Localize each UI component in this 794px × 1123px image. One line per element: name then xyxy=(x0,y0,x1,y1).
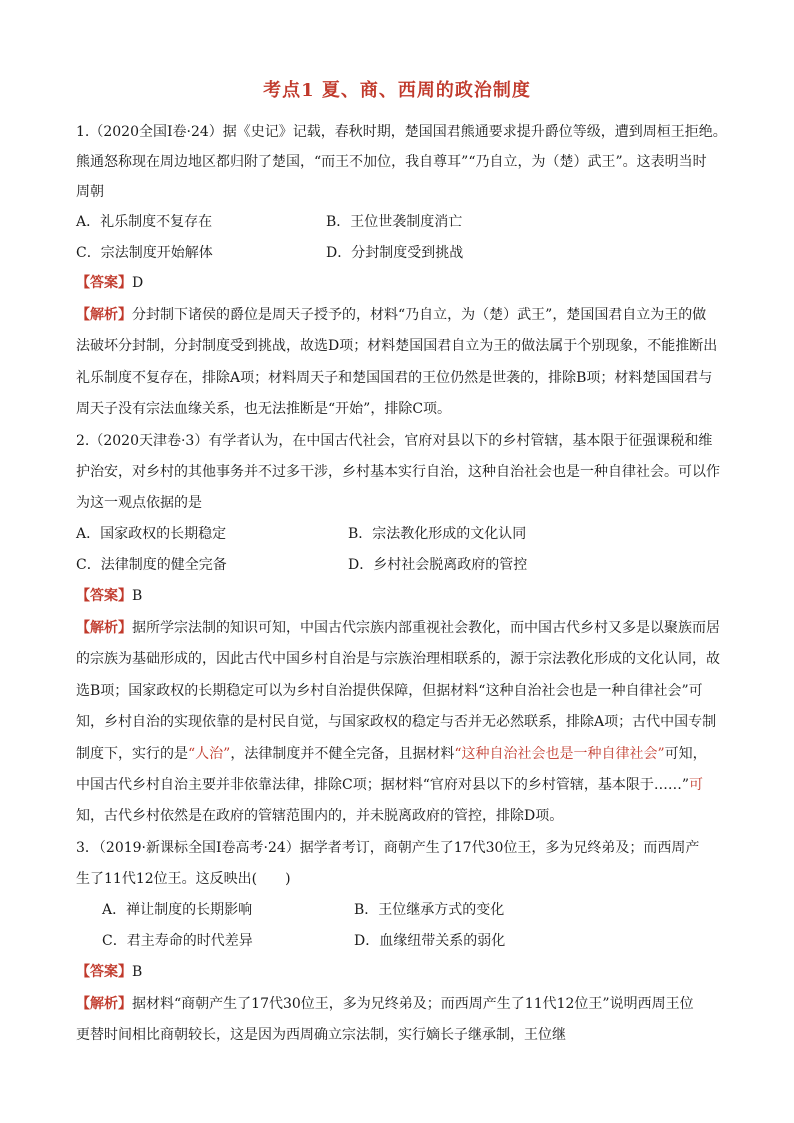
q3-answer xyxy=(76,962,736,982)
q2-analysis-line: 知，乡村自治的实现依靠的是村民自觉，与国家政权的稳定与否并无必然联系，排除A项；古代中国专制 xyxy=(76,714,717,730)
q2-analysis-line xyxy=(76,775,736,795)
q1-option-b: B．王位世袭制度消亡 xyxy=(326,214,463,230)
analysis-text: 据所学宗法制的知识可知，中国古代宗族内部重视社会教化，而中国古代乡村又多是以聚族而居 xyxy=(132,620,720,636)
page-title: 考点1 夏、商、西周的政治制度 xyxy=(263,80,531,101)
analysis-quote-red: “人治” xyxy=(188,746,231,762)
q1-analysis-line: 法破坏分封制，分封制度受到挑战，故选D项；材料楚国国君自立为王的做法属于个别现象，不能推断出 xyxy=(76,338,718,354)
q1-option-d: D．分封制度受到挑战 xyxy=(326,245,464,261)
q3-option-b: B．王位继承方式的变化 xyxy=(354,902,505,918)
analysis-text: 中国古代乡村自治主要并非依靠法律，排除C项；据材料“官府对县以下的乡村管辖，基本限于……” xyxy=(76,777,690,793)
q3-analysis-line xyxy=(76,994,736,1014)
analysis-text-red: 可 xyxy=(689,777,704,793)
q1-analysis-line: 周天子没有宗法血缘关系，也无法推断是“开始”，排除C项。 xyxy=(76,401,452,417)
analysis-text: 可知， xyxy=(664,746,707,762)
answer-tag: 【答案】 xyxy=(76,588,132,604)
q2-stem-line: 为这一观点依据的是 xyxy=(76,495,202,511)
q1-option-c: C．宗法制度开始解体 xyxy=(76,245,213,261)
q1-analysis-line xyxy=(76,305,736,325)
answer-value: B xyxy=(132,588,143,604)
analysis-text: ，法律制度并不健全完备，且据材料 xyxy=(230,746,455,762)
q1-stem-line: 周朝 xyxy=(76,184,104,200)
q1-option-a: A．礼乐制度不复存在 xyxy=(76,214,213,230)
analysis-tag: 【解析】 xyxy=(76,996,132,1012)
q2-option-a: A．国家政权的长期稳定 xyxy=(76,526,227,542)
q3-option-a: A．禅让制度的长期影响 xyxy=(102,902,253,918)
answer-value: B xyxy=(132,964,143,980)
q2-option-d: D．乡村社会脱离政府的管控 xyxy=(348,557,528,573)
answer-value: D xyxy=(132,275,144,291)
analysis-text: 制度下，实行的是 xyxy=(76,746,188,762)
q2-analysis-line: 知，古代乡村依然是在政府的管辖范围内的，并未脱离政府的管控，排除D项。 xyxy=(76,808,564,824)
q2-stem-line: 2.（2020天津卷·3）有学者认为，在中国古代社会，官府对县以下的乡村管辖，基本限于征强课税和维 xyxy=(76,433,713,449)
answer-tag: 【答案】 xyxy=(76,964,132,980)
analysis-tag: 【解析】 xyxy=(76,307,132,323)
q2-option-b: B．宗法教化形成的文化认同 xyxy=(348,526,527,542)
q1-analysis-line: 礼乐制度不复存在，排除A项；材料周天子和楚国国君的王位仍然是世袭的，排除B项；材料楚国国君与 xyxy=(76,370,713,386)
q3-stem-line: 生了11代12位王。这反映出( ) xyxy=(76,871,291,887)
q3-option-c: C．君主寿命的时代差异 xyxy=(102,933,253,949)
q3-analysis-line: 更替时间相比商朝较长，这是因为西周确立宗法制，实行嫡长子继承制，王位继 xyxy=(76,1027,566,1043)
q1-stem-line: 1.（2020全国Ⅰ卷·24）据《史记》记载，春秋时期，楚国国君熊通要求提升爵位等级，遭到周桓王拒绝。 xyxy=(76,124,727,140)
q1-stem-line: 熊通怒称现在周边地区都归附了楚国，“而王不加位，我自尊耳”“乃自立，为（楚）武王”。这表明当时 xyxy=(76,154,707,170)
q2-analysis-line: 的宗族为基础形成的，因此古代中国乡村自治是与宗族治理相联系的，源于宗法教化形成的文化认同，故 xyxy=(76,651,720,667)
analysis-text: 据材料“商朝产生了17代30位王，多为兄终弟及；而西周产生了11代12位王”说明西周王位 xyxy=(132,996,694,1012)
q3-stem-line: 3．（2019·新课标全国Ⅰ卷高考·24）据学者考订，商朝产生了17代30位王，多为兄终弟及；而西周产 xyxy=(76,840,700,856)
analysis-tag: 【解析】 xyxy=(76,620,132,636)
analysis-text: 分封制下诸侯的爵位是周天子授予的，材料“乃自立，为（楚）武王”，楚国国君自立为王的做 xyxy=(132,307,707,323)
q2-analysis-line xyxy=(76,618,736,638)
answer-tag: 【答案】 xyxy=(76,275,132,291)
q2-answer xyxy=(76,586,736,606)
analysis-quote-red: “这种自治社会也是一种自律社会” xyxy=(454,746,665,762)
q2-stem-line: 护治安，对乡村的其他事务并不过多干涉，乡村基本实行自治，这种自治社会也是一种自律社会。可以作 xyxy=(76,464,720,480)
q1-answer xyxy=(76,273,736,293)
q2-analysis-line: 选B项；国家政权的长期稳定可以为乡村自治提供保障，但据材料“这种自治社会也是一种自律社会”可 xyxy=(76,683,703,699)
q2-option-c: C．法律制度的健全完备 xyxy=(76,557,227,573)
q2-analysis-line xyxy=(76,744,736,764)
q3-option-d: D．血缘纽带关系的弱化 xyxy=(354,933,506,949)
